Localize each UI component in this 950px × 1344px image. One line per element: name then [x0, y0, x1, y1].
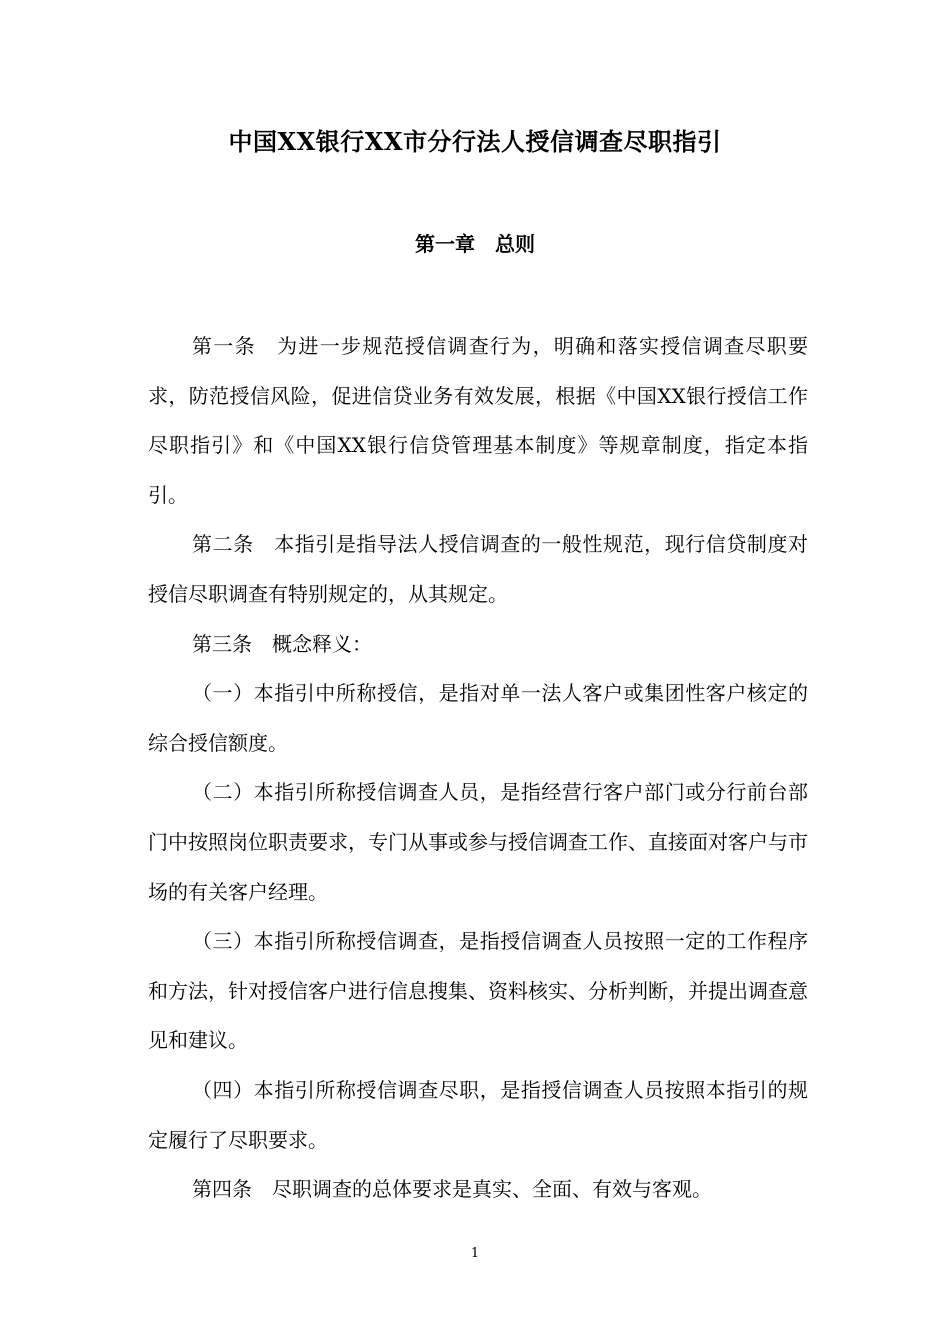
article-4-paragraph: 第四条 尽职调查的总体要求是真实、全面、有效与客观。	[192, 1177, 712, 1202]
page-number: 1	[470, 1246, 480, 1261]
article-2-paragraph: 第二条 本指引是指导法人授信调查的一般性规范，现行信贷制度对授信尽职调查有特别规定的，从其规定。	[148, 532, 808, 606]
document-body	[148, 322, 808, 1215]
definition-3-paragraph: （三）本指引所称授信调查，是指授信调查人员按照一定的工作程序和方法，针对授信客户进行信息搜集、资料核实、分析判断，并提出调查意见和建议。	[148, 929, 808, 1053]
definition-2-paragraph: （二）本指引所称授信调查人员，是指经营行客户部门或分行前台部门中按照岗位职责要求，专门从事或参与授信调查工作、直接面对客户与市场的有关客户经理。	[148, 780, 808, 904]
article-1-paragraph: 第一条 为进一步规范授信调查行为，明确和落实授信调查尽职要求，防范授信风险，促进信贷业务有效发展，根据《中国XX银行授信工作尽职指引》和《中国XX银行信贷管理基本制度》等规章制度，指定本指引。	[148, 334, 808, 507]
definition-1-paragraph: （一）本指引中所称授信，是指对单一法人客户或集团性客户核定的综合授信额度。	[148, 681, 808, 755]
definition-4-paragraph: （四）本指引所称授信调查尽职，是指授信调查人员按照本指引的规定履行了尽职要求。	[148, 1077, 808, 1152]
chapter-heading: 第一章 总则	[415, 232, 535, 256]
document-title: 中国XX银行XX市分行法人授信调查尽职指引	[228, 127, 722, 156]
article-3-paragraph: 第三条 概念释义：	[192, 631, 372, 656]
